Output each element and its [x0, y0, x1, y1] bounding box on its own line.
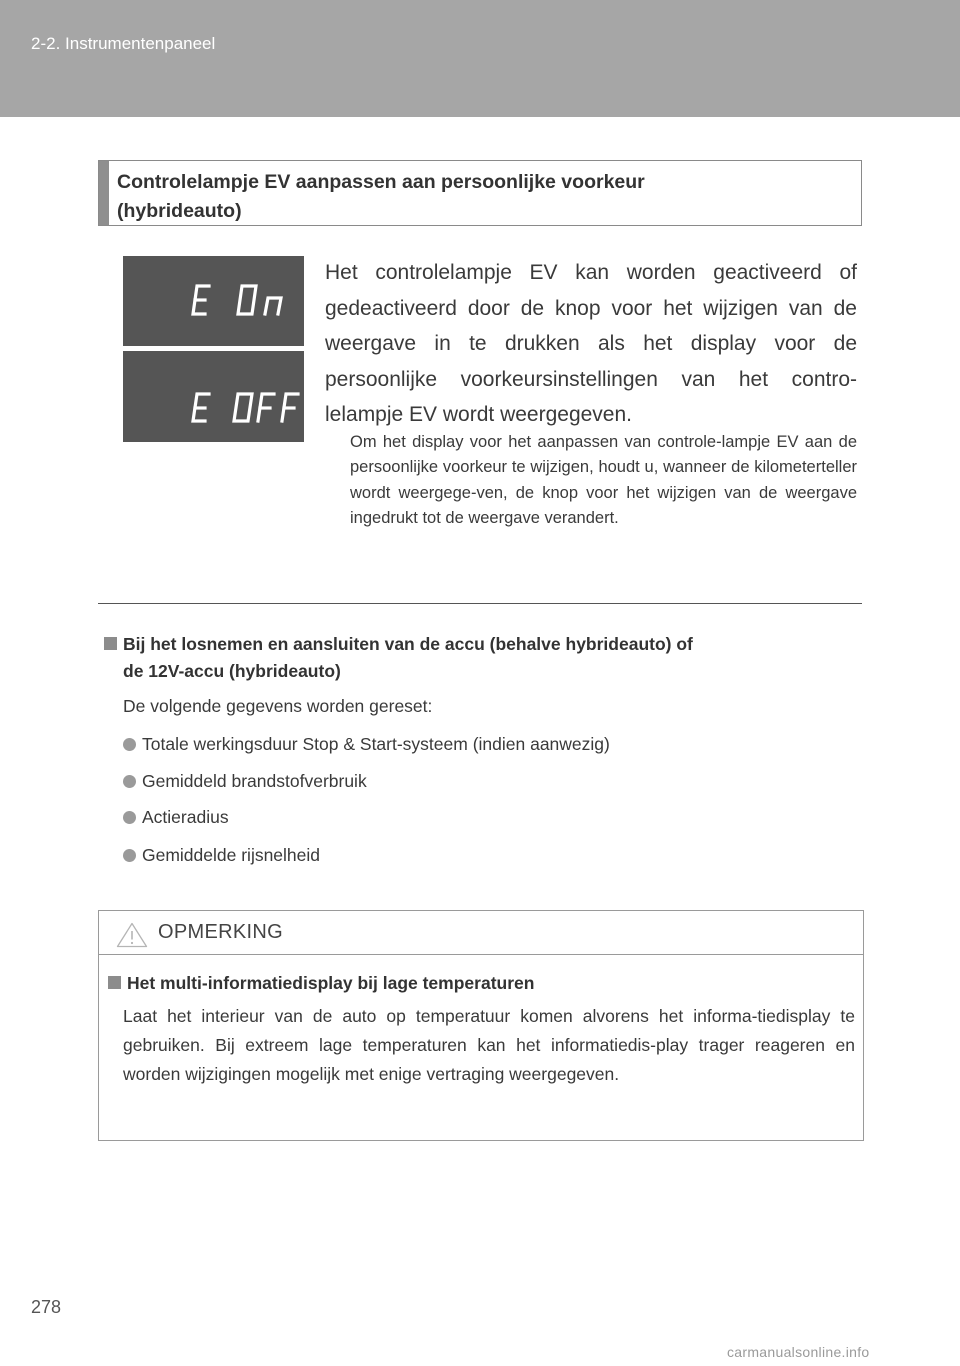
list-item: Actieradius [123, 807, 229, 828]
note-title: OPMERKING [158, 921, 283, 943]
title-accent-bar [99, 161, 109, 225]
square-bullet-icon [104, 637, 117, 650]
square-bullet-icon [108, 976, 121, 989]
watermark: carmanualsonline.info [727, 1344, 870, 1360]
header-band [0, 0, 960, 117]
note-subheading: Het multi-informatiedisplay bij lage temperaturen [108, 973, 534, 994]
list-item: Gemiddelde rijsnelheid [123, 845, 320, 866]
warning-icon [116, 922, 148, 948]
circle-bullet-icon [123, 811, 136, 824]
e-on-segments [123, 256, 304, 346]
section-title-box [98, 160, 862, 226]
section-label: 2-2. Instrumentenpaneel [31, 34, 216, 53]
main-paragraph: Het controlelampje EV kan worden geactiveerd of gedeactiveerd door de knop voor het wijzigen van de weergave in te drukken als het display voor de persoonlijke voorkeursinstellingen van het contro-lelampje EV wordt weergegeven. [325, 261, 857, 426]
display-e-off-image [123, 351, 304, 442]
note-body: Laat het interieur van de auto op temperatuur komen alvorens het informa-tiedisplay te gebruiken. Bij extreem lage temperaturen kan het informatiedis-play trager reageren en worden wijzigingen mogelijk met enige vertraging weergegeven. [123, 1006, 855, 1084]
battery-intro: De volgende gegevens worden gereset: [123, 696, 433, 716]
list-item: Gemiddeld brandstofverbruik [123, 771, 367, 792]
circle-bullet-icon [123, 738, 136, 751]
note-box [98, 910, 864, 1141]
circle-bullet-icon [123, 775, 136, 788]
battery-heading-line2: de 12V-accu (hybrideauto) [123, 661, 341, 681]
section-divider [98, 603, 862, 604]
e-off-segments [123, 351, 304, 442]
section-title-line2: (hybrideauto) [117, 200, 242, 222]
battery-heading-line1: Bij het losnemen en aansluiten van de accu (behalve hybrideauto) of [123, 634, 693, 654]
section-title-line1: Controlelampje EV aanpassen aan persoonlijke voorkeur [117, 171, 645, 193]
list-item: Totale werkingsduur Stop & Start-systeem (indien aanwezig) [123, 734, 610, 755]
circle-bullet-icon [123, 849, 136, 862]
battery-heading [104, 631, 856, 685]
display-e-on-image [123, 256, 304, 346]
section-title [117, 168, 837, 226]
note-header [99, 911, 863, 955]
sub-paragraph: Om het display voor het aanpassen van controle-lampje EV aan de persoonlijke voorkeur te wijzigen, houdt u, wanneer de kilometerteller wordt weergege-ven, de knop voor het wijzigen van de weergave ingedrukt tot de weergave verandert. [350, 433, 857, 527]
page-number: 278 [31, 1297, 62, 1317]
